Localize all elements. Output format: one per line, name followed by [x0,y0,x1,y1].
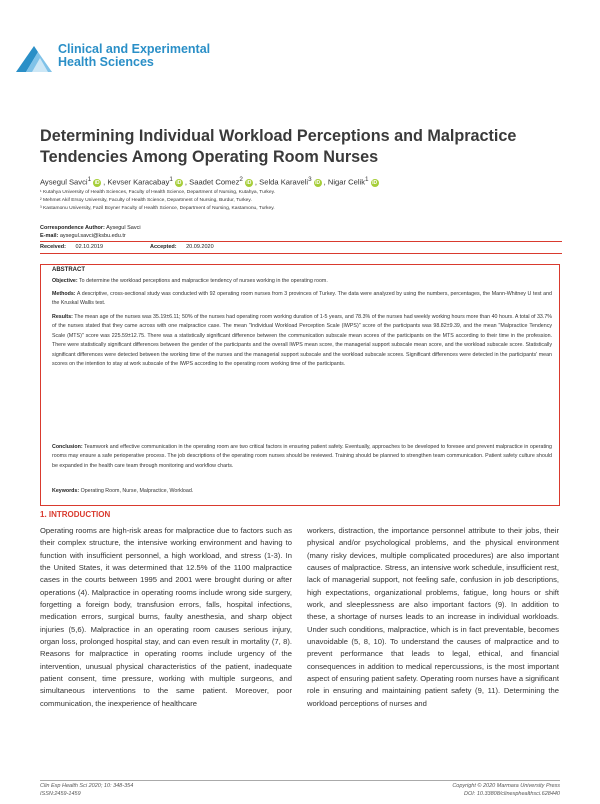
article-title: Determining Individual Workload Perceptions and Malpractice Tendencies Among Operating Room Nurses [40,127,517,166]
email-link[interactable]: aysegul.savci@ksbu.edu.tr [59,233,126,239]
author-list: Aysegul Savci$^1$ iD , Kevser Karacabay$^1$ iD , Saadet Comez$^2$ iD , Selda Karaveli$^3$ iD , Nigar Celik$^1$ iD [40,176,378,187]
orcid-icon[interactable]: iD [176,179,182,186]
body-column-left: Operating rooms are high-risk areas for malpractice due to factors such as their complex structure, the intensive working environment and having to function with insufficient personnel, a high workload, and stress (1-3). In the United States, it was determined that 12.5% of the 1100 malpractice cases in the courts between 1995 and 2001 were brought during or after operations (4). Malpractice in operating rooms include wrong side surgery, forgetting a foreign body, transfusion errors, falls, hospital infections, medication errors, surgical burns, faulty anesthesia, and sharp object injuries (5,6). Malpractice in an operating room causes serious injury, organ loss, prolonged hospital stay, and can even result in mortality (7, 8). Reasons for malpractice in operating rooms include urgency of the intervention, unusual physical characteristics of the patient, inadequate patient consent, time pressure, working with multiple surgeons, and simultaneous interventions to the same patient. Moreover, poor communication, the inexperience of healthcare [40,526,292,708]
objective-text: To determine the workload perceptions and malpractice tendency of nurses working in the operating room. [79,278,328,284]
author-sup: 3 [308,176,312,183]
conclusion-label: Conclusion: [52,444,83,450]
abstract-heading: ABSTRACT [52,267,85,273]
divider [40,241,562,242]
results-text: The mean age of the nurses was 35.19±6.11; 50% of the nurses had operating room working duration of 1-5 years, and 78.3% of the nurses had weekly working hours more than 40 hours. A total of 33.7% of the nurses stated that they came across with one malpractice case. The mean "Individual Workload Perception Scale (IWPS)" score of the participants was 98.82±9.39, and the mean "Malpractice Tendency Scale (MTS)" score was 225.59±12.75. There was a statistically significant difference between the communication subscale mean scores of the participants on the MTS according to their time in the profession. There were statistically significant differences between the gender of the participants and the overall IWPS mean score, the managerial support subscale mean score, and the workload subscale score. Statistically significant differences were detected between the working time of the nurses and the managerial support subscale and the workload subscale scores. Significant differences were detected in the participants' mean scores on the intention to stay at work subscale of the IWPS according to the operating room working time of the participants. [52,314,552,368]
author-sup: 1 [87,176,92,183]
author-name[interactable]: Selda Karaveli [259,177,309,187]
author-name[interactable]: Nigar Celik [327,177,366,187]
author-name[interactable]: Kevser Karacabay [107,177,170,187]
author-sup: 2 [239,176,243,183]
affiliation: ¹ Kutahya University of Health Sciences, Faculty of Health Science, Department of Nursing, Kutahya, Turkey. [40,190,276,195]
received-label: Received: [40,244,66,250]
accepted-value: 20.09.2020 [186,244,214,250]
correspondence-name: Aysegul Savci [106,225,141,231]
footer-journal: Clin Exp Health Sci 2020; 10: 348-354 [40,783,134,789]
received-date [40,243,103,251]
methods-text: A descriptive, cross-sectional study was conducted with 92 operating room nurses from 3 provinces of Turkey. The data were analyzed by using the numbers, percentages, the Mann-Whitney U test and the Kruskal Wallis test. [52,291,552,307]
footer-issn: ISSN:2459-1459 [40,791,81,797]
author-sup: 1 [169,176,173,183]
accepted-label: Accepted: [150,244,177,250]
abstract-conclusion [52,443,552,471]
abstract-results [52,313,552,369]
affiliation: ² Mehmet Akif Ersoy University, Faculty of Health Science, Department of Nursing, Burdur, Turkey. [40,198,252,203]
keywords-text: Operating Room, Nurse, Malpractice, Workload. [80,488,194,494]
journal-logo-icon [14,42,54,74]
journal-name-line1: Clinical and Experimental [58,42,211,56]
orcid-icon[interactable]: iD [372,179,378,186]
author-name[interactable]: Aysegul Savci [40,177,88,187]
footer-divider [40,780,560,781]
body-column-right: workers, distraction, the importance personnel attribute to their jobs, their physical and/or psychological problems, and the physical environment (many risky devices, multiple complicated procedures) are also important causes of malpractice. Stress, an intensive work schedule, insufficient rest, lack of managerial support, not feeling safe, confusion in job descriptions, high expectations, organizational problems, fatigue, long hours or shift work, and sleeplessness are also important factors (9). In addition to these, a shortage of nurses leads to an increase in individual workloads. Under such conditions, malpractice, which is in fact preventable, becomes unavoidable (5, 8, 10). To understand the causes of malpractice and to prevent performance that leads to legal, ethical, and financial consequences in addition to medical repercussions, is the most important aspect of ensuring patient safety. Operating room nurses have a significant role in ensuring and maintaining patient safety (9, 11). Determining the workload perceptions of nurses and [307,526,559,708]
objective-label: Objective: [52,278,78,284]
keywords-label: Keywords: [52,488,80,494]
abstract-keywords [52,487,552,496]
journal-name-line2: Health Sciences [58,55,154,69]
conclusion-text: Teamwork and effective communication in the operating room are two critical factors in ensuring patient safety. Eventually, approaches to be developed to foresee and prevent malpractice in operating rooms may ensure a safe perioperative process. The job descriptions of the operating room nurses should be reviewed. Training should be planned to strengthen team communication. Patient safety culture should be expanded in the health care team through monitoring and workflow charts. [52,444,552,469]
accepted-date [150,243,214,251]
abstract-objective [52,277,552,286]
orcid-icon[interactable]: iD [315,179,321,186]
footer-copyright [452,782,560,798]
correspondence-author [40,224,141,232]
orcid-icon[interactable]: iD [246,179,252,186]
section-heading: 1. INTRODUCTION [40,510,111,519]
orcid-icon[interactable]: iD [94,179,100,186]
results-label: Results: [52,314,73,320]
footer-citation [40,782,133,798]
email-label: E-mail: [40,233,59,239]
correspondence-label: Correspondence Author: [40,225,105,231]
author-sup: 1 [365,176,369,183]
methods-label: Methods: [52,291,76,297]
received-value: 02.10.2019 [75,244,104,250]
journal-name [58,43,210,69]
divider [40,253,562,254]
footer-copyright-text: Copyright © 2020 Marmara University Press [452,783,560,789]
abstract-methods [52,290,552,309]
correspondence-email [40,232,126,240]
footer-doi[interactable]: DOI: 10.33808/clinexphealthsci.628440 [463,791,560,797]
affiliation: ³ Kastamonu University, Fazil Boyner Faculty of Health Science, Department of Nursing, Kastamonu, Turkey. [40,206,275,211]
author-name[interactable]: Saadet Comez [189,177,240,187]
